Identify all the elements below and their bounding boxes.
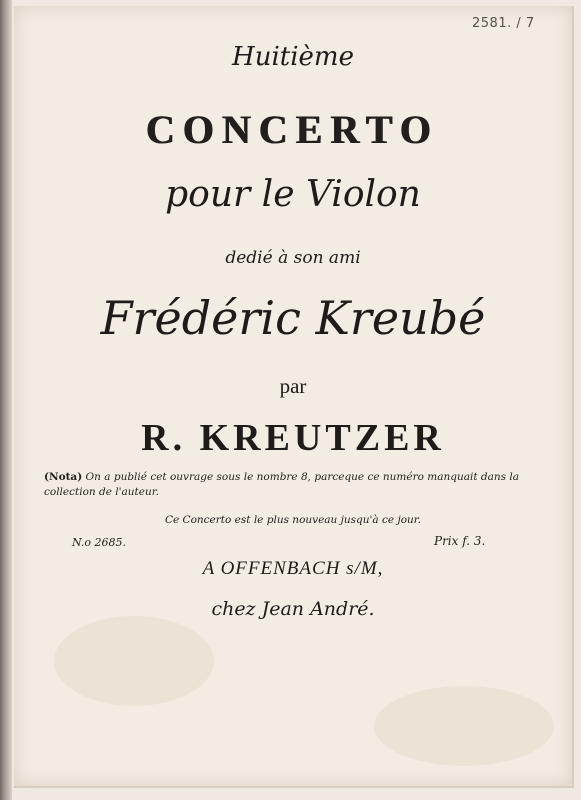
instrument-line: pour le Violon: [165, 174, 421, 215]
binding-edge: [0, 0, 12, 800]
nota-text: On a publié cet ouvrage sous le nombre 8, parceque ce numéro manquait dans la collection de l'auteur.: [44, 471, 520, 498]
publisher-name: chez Jean André.: [211, 598, 375, 620]
paper-stain: [54, 616, 214, 706]
by-line: par: [279, 374, 307, 398]
price: Prix f. 3.: [434, 534, 486, 548]
nota-paragraph: [44, 470, 524, 500]
composer-name: R. KREUTZER: [141, 417, 445, 459]
paper-stain: [374, 686, 554, 766]
novelty-note: Ce Concerto est le plus nouveau jusqu'à ce jour.: [164, 514, 422, 526]
ordinal-heading: Huitième: [232, 42, 354, 72]
title-page: [14, 6, 574, 788]
nota-label: (Nota): [44, 471, 83, 483]
dedicatee-name: Frédéric Kreubé: [100, 291, 486, 345]
plate-number: N.o 2685.: [72, 536, 127, 549]
catalog-mark: 2581. / 7: [472, 16, 535, 31]
publisher-place: A OFFENBACH s/M,: [202, 558, 384, 579]
work-title: CONCERTO: [146, 107, 440, 152]
dedication-line: dedié à son ami: [225, 248, 361, 268]
